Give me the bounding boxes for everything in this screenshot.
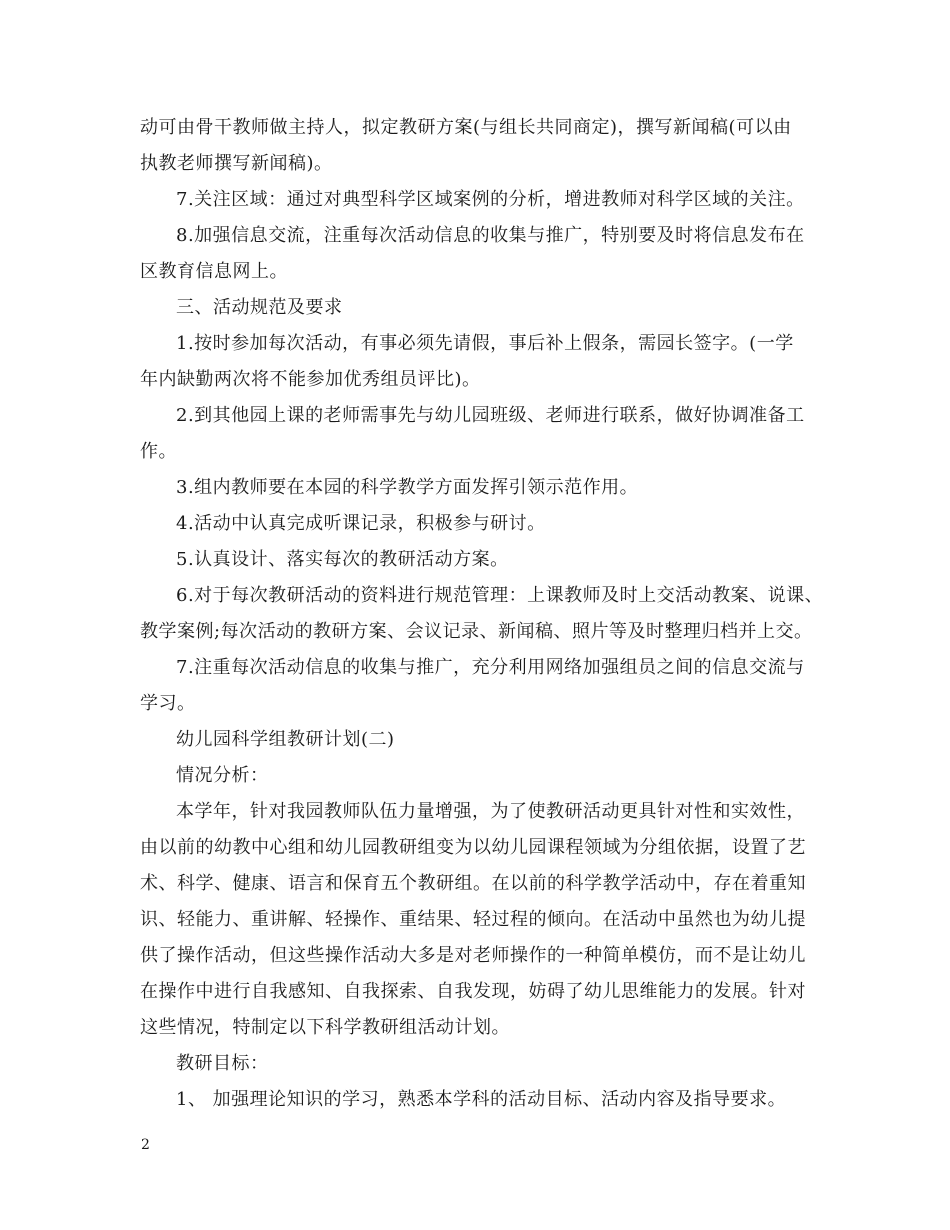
text-line: 年内缺勤两次将不能参加优秀组员评比)。 [140, 369, 481, 390]
text-line: 识、轻能力、重讲解、轻操作、重结果、轻过程的倾向。在活动中虽然也为幼儿提 [140, 909, 806, 930]
text-line: 情况分析： [176, 765, 269, 786]
text-line: 8.加强信息交流，注重每次活动信息的收集与推广，特别要及时将信息发布在 [176, 225, 805, 246]
text-line: 在操作中进行自我感知、自我探索、自我发现，妨碍了幼儿思维能力的发展。针对 [140, 981, 806, 1002]
text-line: 学习。 [140, 693, 196, 714]
text-line: 动可由骨干教师做主持人，拟定教研方案(与组长共同商定)，撰写新闻稿(可以由 [140, 117, 792, 138]
text-line: 这些情况，特制定以下科学教研组活动计划。 [140, 1017, 510, 1038]
text-line: 6.对于每次教研活动的资料进行规范管理：上课教师及时上交活动教案、说课、 [176, 585, 824, 606]
text-line: 幼儿园科学组教研计划(二) [176, 729, 395, 750]
body-text [140, 110, 824, 1118]
page-number: 2 [141, 1137, 150, 1153]
text-line: 作。 [140, 441, 177, 462]
text-line: 7.注重每次活动信息的收集与推广，充分利用网络加强组员之间的信息交流与 [176, 657, 805, 678]
text-line: 7.关注区域：通过对典型科学区域案例的分析，增进教师对科学区域的关注。 [176, 189, 805, 210]
text-line: 1、 加强理论知识的学习，熟悉本学科的活动目标、活动内容及指导要求。 [176, 1089, 787, 1110]
text-line: 本学年，针对我园教师队伍力量增强，为了使教研活动更具针对性和实效性， [176, 801, 805, 822]
text-line: 术、科学、健康、语言和保育五个教研组。在以前的科学教学活动中，存在着重知 [140, 873, 806, 894]
text-line: 4.活动中认真完成听课记录，积极参与研讨。 [176, 513, 546, 534]
text-line: 区教育信息网上。 [140, 261, 288, 282]
text-line: 2.到其他园上课的老师需事先与幼儿园班级、老师进行联系，做好协调准备工 [176, 405, 805, 426]
text-line: 执教老师撰写新闻稿)。 [140, 153, 333, 174]
text-line: 教学案例;每次活动的教研方案、会议记录、新闻稿、照片等及时整理归档并上交。 [140, 621, 813, 642]
text-line: 1.按时参加每次活动，有事必须先请假，事后补上假条，需园长签字。(一学 [176, 333, 794, 354]
text-line: 由以前的幼教中心组和幼儿园教研组变为以幼儿园课程领域为分组依据，设置了艺 [140, 837, 806, 858]
text-line: 教研目标： [176, 1053, 269, 1074]
text-line: 3.组内教师要在本园的科学教学方面发挥引领示范作用。 [176, 477, 639, 498]
text-line: 5.认真设计、落实每次的教研活动方案。 [176, 549, 509, 570]
text-line: 三、活动规范及要求 [176, 297, 343, 318]
text-line: 供了操作活动，但这些操作活动大多是对老师操作的一种简单模仿，而不是让幼儿 [140, 945, 806, 966]
